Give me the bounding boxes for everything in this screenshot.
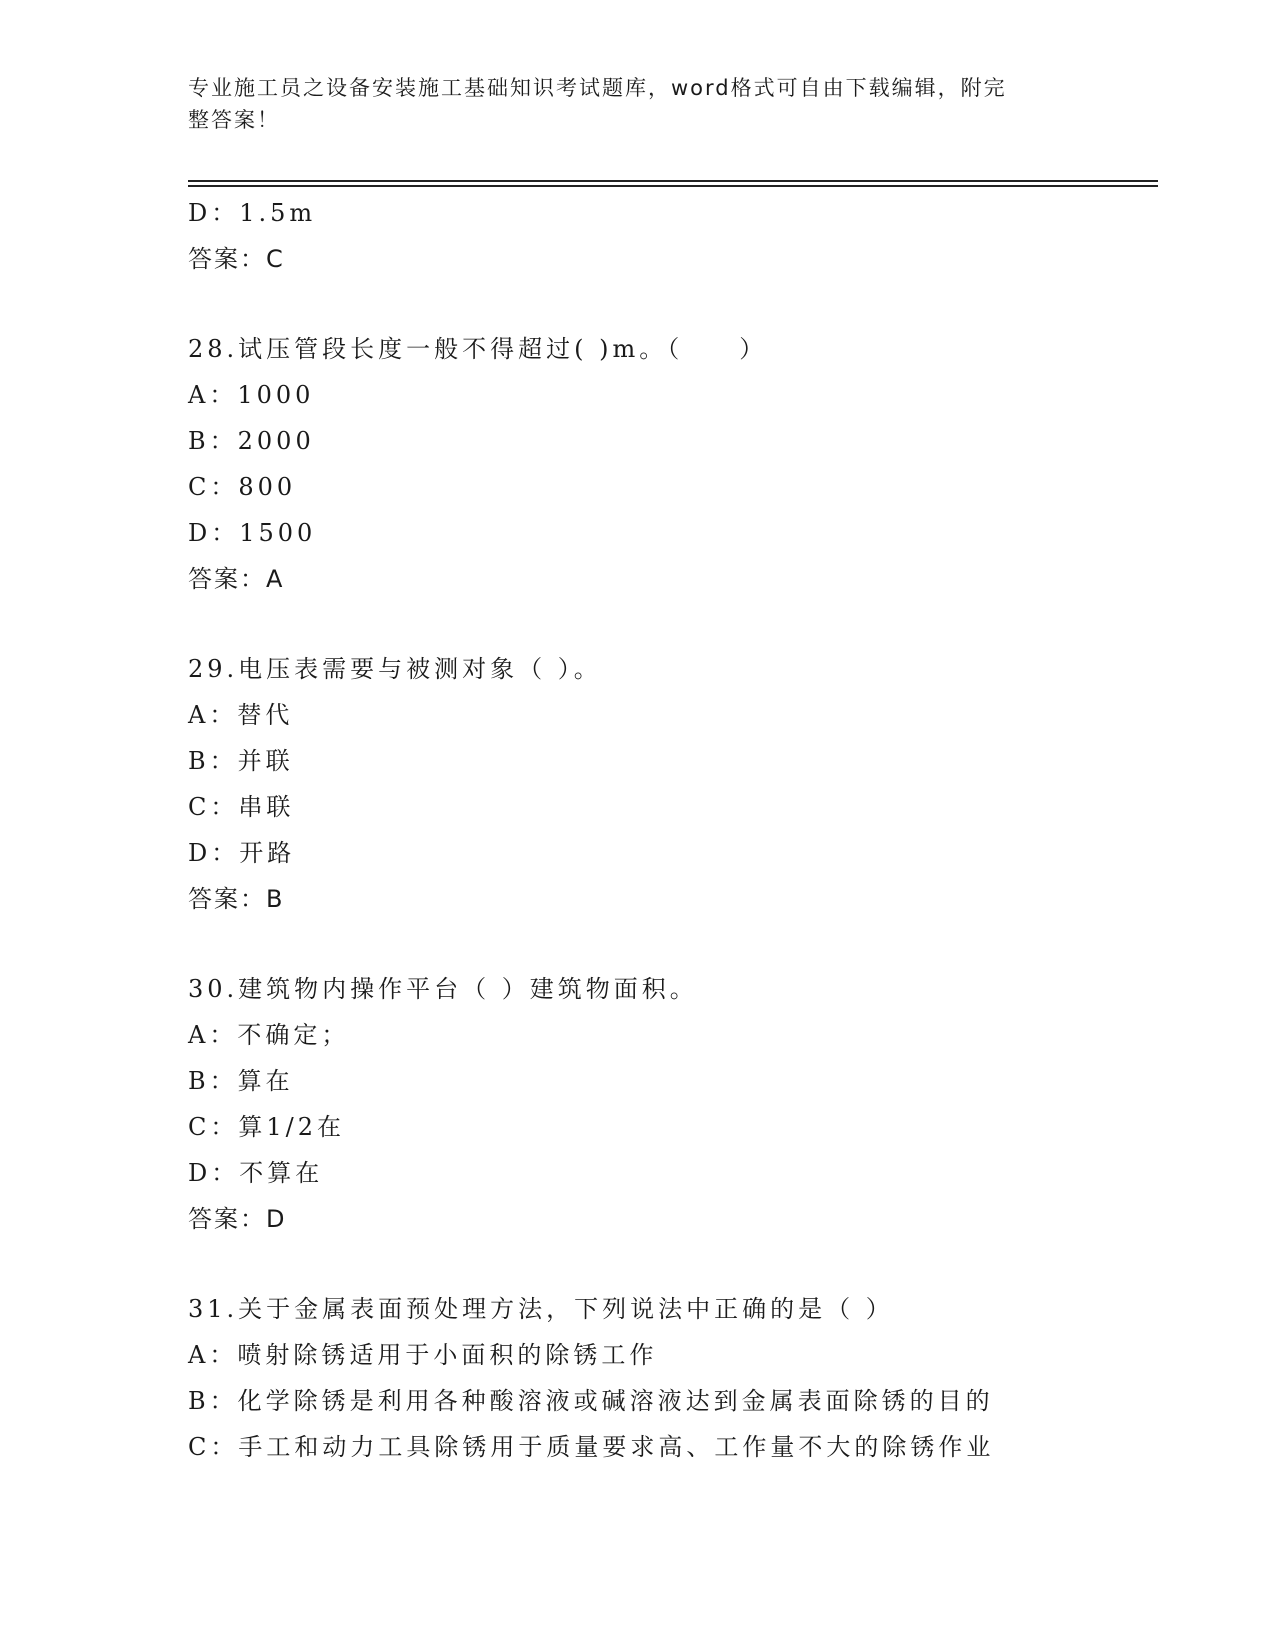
document-header [188, 72, 1078, 136]
option-c: C：算1/2在 [188, 1113, 345, 1141]
option-c: C：串联 [188, 793, 295, 821]
question-stem: 29.电压表需要与被测对象（ ）。 [188, 655, 602, 683]
question-block-31 [188, 1286, 1168, 1470]
option-d: D：开路 [188, 839, 296, 867]
option-b: B：2000 [188, 427, 315, 455]
option-d: D：1500 [188, 519, 317, 547]
answer-line: 答案：D [188, 1205, 287, 1233]
answer-line: 答案：A [188, 565, 285, 593]
answer-line: 答案：C [188, 245, 285, 273]
question-stem: 31.关于金属表面预处理方法，下列说法中正确的是（ ） [188, 1295, 894, 1323]
question-block-28 [188, 326, 1168, 602]
question-list [188, 190, 1168, 1470]
option-a: A：替代 [188, 701, 294, 729]
question-stem: 28.试压管段长度一般不得超过( )m。（ ） [188, 335, 768, 363]
option-a: A：喷射除锈适用于小面积的除锈工作 [188, 1341, 658, 1369]
option-c: C：800 [188, 473, 297, 501]
option-d: D：不算在 [188, 1159, 324, 1187]
answer-line: 答案：B [188, 885, 285, 913]
option-a: A：不确定； [188, 1021, 350, 1049]
question-block-27-partial [188, 190, 1168, 282]
option-b: B：化学除锈是利用各种酸溶液或碱溶液达到金属表面除锈的目的 [188, 1387, 994, 1415]
header-divider-top [188, 180, 1158, 182]
question-block-29 [188, 646, 1168, 922]
option-d: D：1.5m [188, 199, 317, 227]
question-stem: 30.建筑物内操作平台（ ）建筑物面积。 [188, 975, 698, 1003]
option-b: B：算在 [188, 1067, 294, 1095]
option-c: C：手工和动力工具除锈用于质量要求高、工作量不大的除锈作业 [188, 1433, 995, 1461]
option-a: A：1000 [188, 381, 315, 409]
option-b: B：并联 [188, 747, 294, 775]
header-line-1: 专业施工员之设备安装施工基础知识考试题库，word格式可自由下载编辑，附完 [188, 76, 1007, 100]
header-line-2: 整答案！ [188, 108, 280, 132]
question-block-30 [188, 966, 1168, 1242]
header-divider-bottom [188, 185, 1158, 187]
